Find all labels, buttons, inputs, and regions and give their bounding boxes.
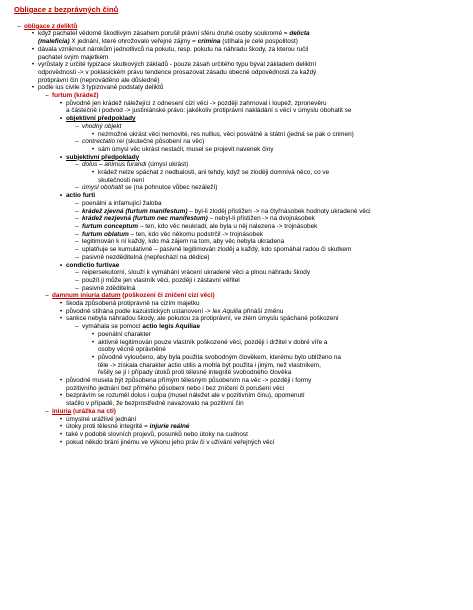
outline-item <box>8 223 463 231</box>
outline-line-continuation <box>8 400 463 408</box>
text-segment: odpovědnosti -> v poklasickém právu tendence prosazovat zásadu obecné odpovědnosti za každý <box>38 68 317 76</box>
text-segment: actio legis Aquiliae <box>142 323 201 331</box>
outline-item <box>8 184 463 192</box>
dash-icon: – <box>45 292 49 300</box>
text-segment: iniuria <box>52 407 72 415</box>
bullet-icon: • <box>59 307 63 315</box>
text-segment: – byl-li zloděj přistižen -> na čtyřnásobek hodnoty ukradené věci <box>187 207 371 215</box>
outline-item <box>8 308 463 316</box>
outline-item <box>8 339 463 347</box>
outline-item <box>8 169 463 177</box>
text-segment: přináší změnu <box>241 307 284 315</box>
dash-icon: – <box>75 276 79 284</box>
outline-item <box>8 215 463 223</box>
outline <box>8 23 463 447</box>
bullet-icon: • <box>59 377 63 385</box>
text-segment: původně stíhána podle kazuistických ustanovení -> <box>66 307 213 315</box>
text-segment: škoda způsobená protiprávně na cizím majetku <box>66 300 200 308</box>
text-segment: skutečnosti není <box>98 176 145 184</box>
text-segment: vyrůstaly z určité typizace skutkových základů - pouze zásah určitého typu býval základem deliktní <box>38 61 317 69</box>
text-segment: původně musela být způsobena přímým tělesným působením na věc -> později i formy <box>66 377 312 385</box>
dash-icon: – <box>75 184 79 192</box>
text-segment: furtum (krádež) <box>52 92 99 100</box>
text-segment: crimina <box>197 38 221 46</box>
outline-item <box>8 423 463 431</box>
outline-line-continuation <box>8 346 463 354</box>
text-segment: uplatňuje se kumulativně – pasivně legitimován zloděj a každý, kdo spomáhal radou či skutkem <box>82 246 352 254</box>
text-segment: contrectatio rei <box>82 138 124 146</box>
bullet-icon: • <box>59 153 63 161</box>
dash-icon: – <box>75 207 79 215</box>
text-segment: legitimován k ní každý, kdo má zájem na tom, aby věc nebyla ukradena <box>82 238 285 246</box>
text-segment: objektivní předpoklady <box>66 115 136 123</box>
outline-line-continuation <box>8 107 463 115</box>
text-segment: původně vyloučeno, aby byla použita svobodným člověkem, kterému bylo ublíženo na <box>98 353 341 361</box>
dash-icon: – <box>75 161 79 169</box>
dash-icon: – <box>75 238 79 246</box>
bullet-icon: • <box>59 115 63 123</box>
outline-line-continuation <box>8 385 463 393</box>
document-title: Obligace z bezprávných činů <box>14 5 119 14</box>
outline-item <box>8 416 463 424</box>
dash-icon: – <box>75 323 79 331</box>
dash-icon: – <box>75 253 79 261</box>
outline-item <box>8 131 463 139</box>
bullet-icon: • <box>91 145 95 153</box>
outline-item <box>8 30 463 38</box>
bullet-icon: • <box>31 61 35 69</box>
dash-icon: – <box>17 22 21 30</box>
dash-icon: – <box>75 138 79 146</box>
text-segment: pozitivního jednání bez přímého působení nebo i bez zničení či porušení věci <box>66 384 285 392</box>
outline-item <box>8 315 463 323</box>
bullet-icon: • <box>59 192 63 200</box>
text-segment: delicta <box>289 30 310 38</box>
outline-item <box>8 323 463 331</box>
dash-icon: – <box>45 92 49 100</box>
text-segment: subjektivní předpoklady <box>66 153 140 161</box>
text-segment: poenální charakter <box>98 330 151 338</box>
outline-line-continuation <box>8 69 463 77</box>
bullet-icon: • <box>59 415 63 423</box>
bullet-icon: • <box>59 423 63 431</box>
text-segment: reipersekutorní, slouží k vymáhání vrácení ukradené věci a plnou náhradu škody <box>82 269 311 277</box>
text-segment: (maleficia) <box>38 38 70 46</box>
text-segment: – nebyl-li přistižen -> na dvojnásobek <box>207 215 315 223</box>
outline-item <box>8 92 463 100</box>
outline-item <box>8 115 463 123</box>
bullet-icon: • <box>59 392 63 400</box>
outline-item <box>8 138 463 146</box>
text-segment: (na pohnutce vůbec nezáleží) <box>131 184 218 192</box>
text-segment: damnum iniuria datum <box>52 292 121 300</box>
text-segment: podle ius civile 3 typizované podstaty deliktů <box>38 84 164 92</box>
bullet-icon: • <box>59 99 63 107</box>
text-segment: krádež zjevná (furtum manifestum) <box>82 207 188 215</box>
dash-icon: – <box>75 246 79 254</box>
outline-item <box>8 146 463 154</box>
outline-item <box>8 46 463 54</box>
text-segment: a částečně i podvod -> justiniánské právo: jakékoliv protiprávní nakládání s věcí v úmyslu obohatit se <box>66 107 352 115</box>
bullet-icon: • <box>59 261 63 269</box>
outline-line-continuation <box>8 38 463 46</box>
outline-item <box>8 254 463 262</box>
outline-item <box>8 300 463 308</box>
text-segment: útoky proti tělesné integritě = <box>66 423 150 431</box>
text-segment: furtum oblatum <box>82 230 129 238</box>
dash-icon: – <box>75 122 79 130</box>
text-segment: použít ji může jen vlastník věci, později i zástavní věřitel <box>82 276 240 284</box>
text-segment: (skutečné působení na věc) <box>123 138 205 146</box>
text-segment: lex Aquilia <box>212 307 242 315</box>
bullet-icon: • <box>31 84 35 92</box>
text-segment: (stíhala je celé pospolitost) <box>220 38 298 46</box>
text-segment: sám úmysl věc ukrást nestačil, musel se projevit navenek činy <box>98 145 274 153</box>
bullet-icon: • <box>91 130 95 138</box>
text-segment: – ten, kdo věc někomu podstrčil -> trojnásobek <box>128 230 263 238</box>
outline-item <box>8 208 463 216</box>
text-segment: pasivně nezděditeIná (nepřechází na dědice) <box>82 253 210 261</box>
outline-line-continuation <box>8 369 463 377</box>
outline-line-continuation <box>8 177 463 185</box>
outline-item <box>8 431 463 439</box>
dash-icon: – <box>75 199 79 207</box>
text-segment: nezmožné ukrást věci nemovité, res nullius, věci posvátné a státní (jedná se pak o crimen) <box>98 130 354 138</box>
text-segment: krádež nezjevná (furtum nec manifestum) <box>82 215 208 223</box>
text-segment: X jednání, které ohrožovalo veřejné zájmy = <box>69 38 198 46</box>
bullet-icon: • <box>91 338 95 346</box>
text-segment: stačilo v případě, že bezprostředně navazovalo na pozitivní čin <box>66 400 244 408</box>
text-segment: pachatel svým majetkem <box>38 53 109 61</box>
text-segment: vhodný objekt <box>82 122 122 130</box>
text-segment: původně jen krádež náležející z odnesení cizí věci -> později zahrnoval i loupež, zpronevěru <box>66 99 327 107</box>
text-segment: actio furti <box>66 192 96 200</box>
bullet-icon: • <box>31 45 35 53</box>
bullet-icon: • <box>59 430 63 438</box>
text-segment: (urážka na cti) <box>71 407 116 415</box>
outline-item <box>8 61 463 69</box>
text-segment: vymáhala se pomocí <box>82 323 143 331</box>
dash-icon: – <box>45 407 49 415</box>
outline-item <box>8 392 463 400</box>
bullet-icon: • <box>91 353 95 361</box>
dash-icon: – <box>75 215 79 223</box>
bullet-icon: • <box>59 300 63 308</box>
text-segment: když pachatel vědomě škodlivým zásahem porušil právní sféru druhé osoby soukromé = <box>38 30 290 38</box>
text-segment: sankce nebyla náhradou škody, ale pokutou za protiprávní, ve zlém úmyslu spáchané poškození <box>66 315 339 323</box>
outline-item <box>8 23 463 31</box>
text-segment: dolus – animus furandi <box>82 161 147 169</box>
text-segment: injurie reálné <box>149 423 190 431</box>
dash-icon: – <box>75 284 79 292</box>
outline-item <box>8 331 463 339</box>
outline-item <box>8 192 463 200</box>
text-segment: úmyslné urážlivé jednání <box>66 415 137 423</box>
text-segment: obligace z deliktů <box>24 22 78 30</box>
outline-item <box>8 123 463 131</box>
outline-item <box>8 292 463 300</box>
text-segment: (úmysl ukrást) <box>146 161 189 169</box>
outline-item <box>8 154 463 162</box>
outline-item <box>8 262 463 270</box>
bullet-icon: • <box>59 315 63 323</box>
outline-item <box>8 354 463 362</box>
text-segment: aktivně legitimován pouze vlastník poškozené věci, později i držitel v dobré víře a <box>98 338 328 346</box>
dash-icon: – <box>75 269 79 277</box>
bullet-icon: • <box>31 30 35 38</box>
text-segment: krádež nelze spáchat z nedbalosti, ani tehdy, když se zloději domnívá něco, co ve <box>98 169 330 177</box>
bullet-icon: • <box>59 438 63 446</box>
text-segment: furtum conceptum <box>82 222 139 230</box>
outline-item <box>8 200 463 208</box>
text-segment: (poškození či zničení cizí věci) <box>120 292 215 300</box>
outline-item <box>8 285 463 293</box>
text-segment: osoby věcně oprávněné <box>98 346 166 354</box>
bullet-icon: • <box>91 169 95 177</box>
outline-item <box>8 269 463 277</box>
text-segment: těle -> získala charakter actio utilis a mohla být použita i jiným, než vlastníkem, <box>98 361 321 369</box>
text-segment: dávala vzniknout nárokům jednotlivců na pokutu, resp. pokutu na náhradu škody, za kterou ručil <box>38 45 309 53</box>
text-segment: pokud někdo brání jinému ve výkonu jeho práv či v užívání veřejných věcí <box>66 438 275 446</box>
outline-item <box>8 100 463 108</box>
text-segment: bezprávím se rozuměl dolus i culpa (musel náležet ale v pozitivním činu), opomenutí <box>66 392 305 400</box>
text-segment: úmysl obohatit se <box>82 184 132 192</box>
dash-icon: – <box>75 230 79 238</box>
text-segment: řešily se jí i případy útoků proti tělesné integritě svobodného člověka <box>98 369 292 377</box>
text-segment: poenální a infamující žaloba <box>82 199 162 207</box>
outline-item <box>8 231 463 239</box>
outline-item <box>8 161 463 169</box>
outline-item <box>8 408 463 416</box>
dash-icon: – <box>75 222 79 230</box>
outline-item <box>8 246 463 254</box>
outline-item <box>8 439 463 447</box>
outline-item <box>8 84 463 92</box>
bullet-icon: • <box>91 330 95 338</box>
text-segment: – ten, kdo věc neukradl, ale byla u něj nalezena -> trojnásobek <box>138 222 318 230</box>
outline-item <box>8 377 463 385</box>
text-segment: condictio furtivae <box>66 261 120 269</box>
outline-item <box>8 238 463 246</box>
text-segment: protiprávní čin (neprováděno ale důsledně) <box>38 76 160 84</box>
outline-item <box>8 277 463 285</box>
text-segment: také v podobě slovních projevů, posunků nebo útoky na cudnost <box>66 430 248 438</box>
text-segment: pasivně zděditeIná <box>82 284 136 292</box>
